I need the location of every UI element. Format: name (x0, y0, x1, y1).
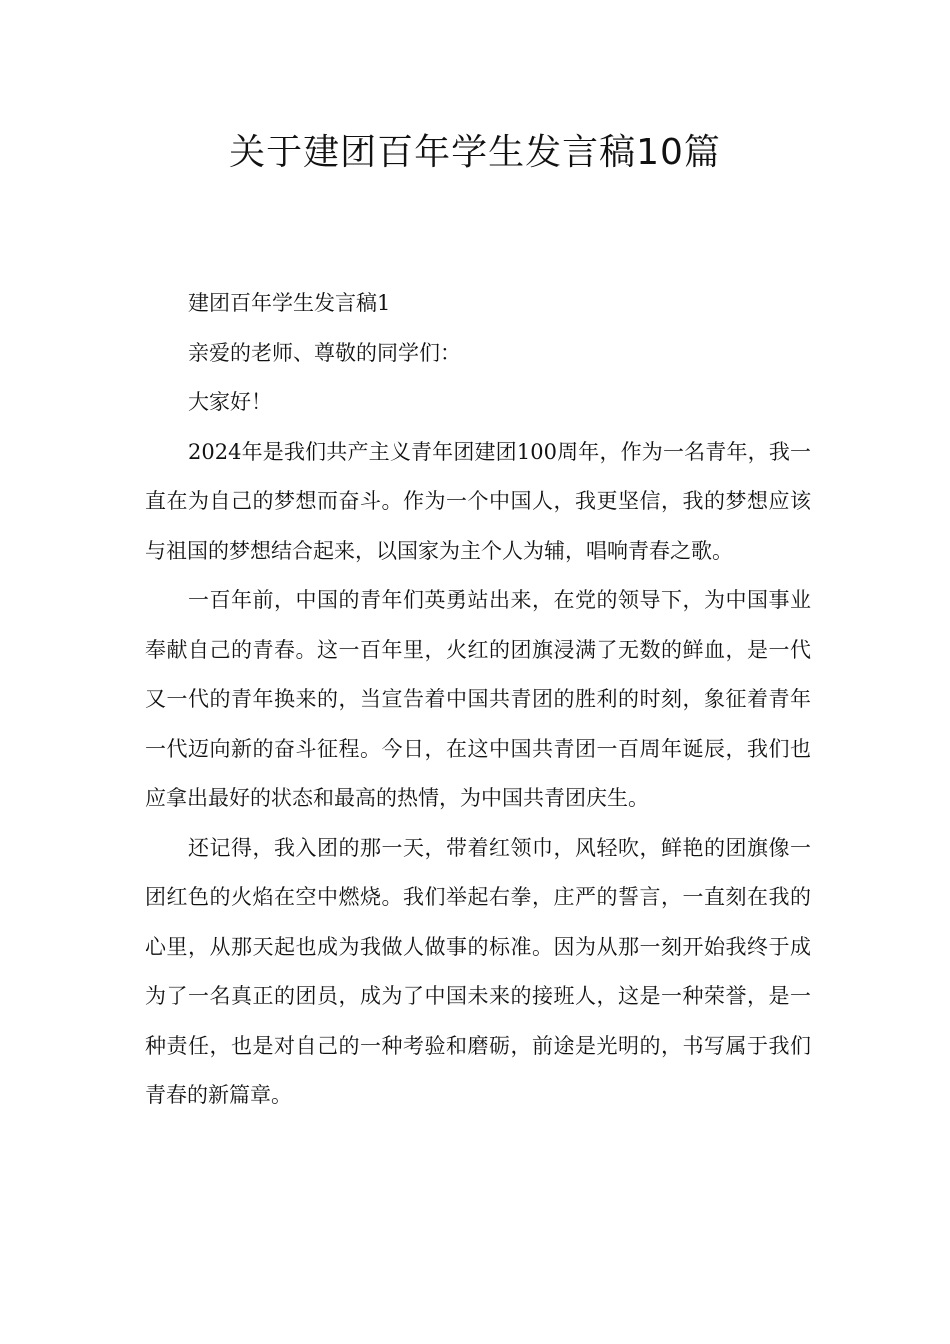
document-body (145, 279, 811, 1121)
document-title: 关于建团百年学生发言稿10篇 (229, 132, 721, 173)
paragraph-body: 一百年前，中国的青年们英勇站出来，在党的领导下，为中国事业奉献自己的青春。这一百年里，火红的团旗浸满了无数的鲜血，是一代又一代的青年换来的，当宣告着中国共青团的胜利的时刻，象征着青年一代迈向新的奋斗征程。今日，在这中国共青团一百周年诞辰，我们也应拿出最好的状态和最高的热情，为中国共青团庆生。 (145, 588, 811, 810)
paragraph-body: 2024年是我们共产主义青年团建团100周年，作为一名青年，我一直在为自己的梦想而奋斗。作为一个中国人，我更坚信，我的梦想应该与祖国的梦想结合起来，以国家为主个人为辅，唱响青春之歌。 (145, 439, 811, 563)
paragraph-heading: 建团百年学生发言稿1 (188, 291, 391, 315)
paragraph-greeting: 大家好！ (188, 390, 272, 414)
paragraph-salutation: 亲爱的老师、尊敬的同学们： (188, 340, 461, 365)
paragraph-body: 还记得，我入团的那一天，带着红领巾，风轻吹，鲜艳的团旗像一团红色的火焰在空中燃烧。我们举起右拳，庄严的誓言，一直刻在我的心里，从那天起也成为我做人做事的标准。因为从那一刻开始我终于成为了一名真正的团员，成为了中国未来的接班人，这是一种荣誉，是一种责任，也是对自己的一种考验和磨砺，前途是光明的，书写属于我们青春的新篇章。 (145, 835, 811, 1107)
